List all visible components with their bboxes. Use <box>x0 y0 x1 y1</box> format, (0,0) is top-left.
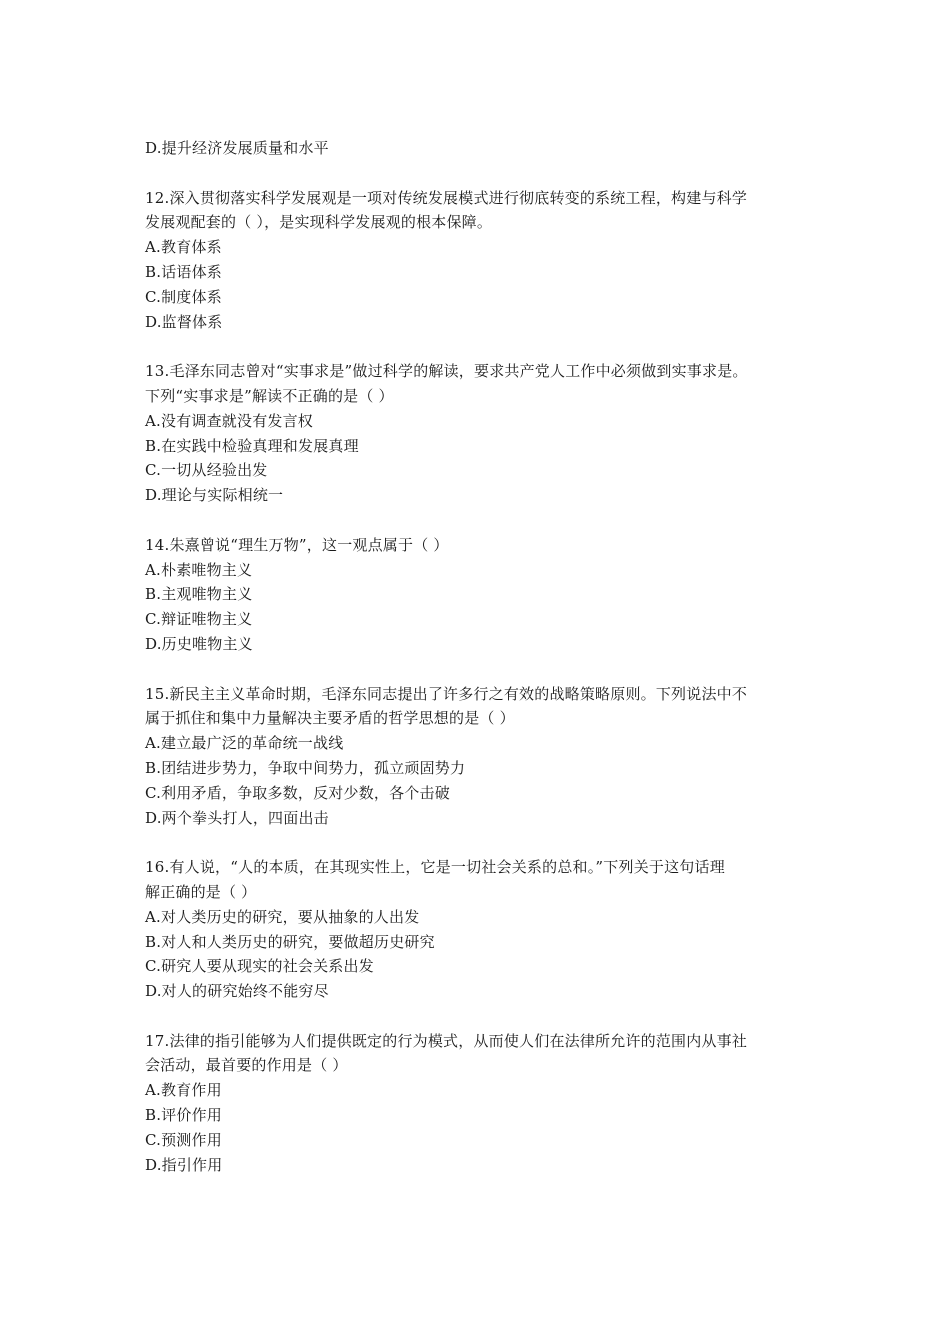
answer-option: D.监督体系 <box>145 312 223 331</box>
question-stem-line: 发展观配套的（ ），是实现科学发展观的根本保障。 <box>145 213 493 232</box>
answer-option: C.研究人要从现实的社会关系出发 <box>145 957 374 976</box>
answer-option: A.没有调查就没有发言权 <box>145 411 314 430</box>
question-block <box>145 359 815 508</box>
question-block <box>145 1029 815 1178</box>
question-stem-line: 15.新民主主义革命时期，毛泽东同志提出了许多行之有效的战略策略原则。下列说法中不 <box>145 684 748 703</box>
question-stem-line: 下列“实事求是”解读不正确的是（ ） <box>145 386 394 405</box>
question-block <box>145 855 815 1004</box>
answer-option: C.利用矛盾，争取多数，反对少数，各个击破 <box>145 783 450 802</box>
question-stem-line: 12.深入贯彻落实科学发展观是一项对传统发展模式进行彻底转变的系统工程，构建与科学 <box>145 188 748 207</box>
question-block <box>145 186 815 335</box>
answer-option: A.教育作用 <box>145 1081 222 1100</box>
answer-option: A.教育体系 <box>145 238 222 257</box>
answer-option: C.预测作用 <box>145 1130 222 1149</box>
question-list <box>145 186 815 1178</box>
question-stem-line: 14.朱熹曾说“理生万物”，这一观点属于（ ） <box>145 535 449 554</box>
leading-option: D.提升经济发展质量和水平 <box>145 139 329 157</box>
answer-option: C.一切从经验出发 <box>145 461 268 480</box>
question-stem-line: 17.法律的指引能够为人们提供既定的行为模式，从而使人们在法律所允许的范围内从事社 <box>145 1031 748 1050</box>
answer-option: A.朴素唯物主义 <box>145 560 253 579</box>
question-stem-line: 属于抓住和集中力量解决主要矛盾的哲学思想的是（ ） <box>145 709 515 728</box>
answer-option: B.话语体系 <box>145 262 222 281</box>
answer-option: B.对人和人类历史的研究，要做超历史研究 <box>145 932 435 951</box>
question-stem-line: 16.有人说，“人的本质，在其现实性上，它是一切社会关系的总和。”下列关于这句话理 <box>145 858 725 877</box>
answer-option: C.辩证唯物主义 <box>145 610 253 629</box>
answer-option: D.历史唯物主义 <box>145 634 253 653</box>
answer-option: B.团结进步势力，争取中间势力，孤立顽固势力 <box>145 758 466 777</box>
question-stem-line: 解正确的是（ ） <box>145 882 257 901</box>
answer-option: D.对人的研究始终不能穷尽 <box>145 982 329 1001</box>
answer-option: B.评价作用 <box>145 1106 222 1125</box>
answer-option: A.对人类历史的研究，要从抽象的人出发 <box>145 907 420 926</box>
question-block <box>145 682 815 831</box>
document-page <box>145 136 815 1177</box>
question-stem-line: 13.毛泽东同志曾对“实事求是”做过科学的解读，要求共产党人工作中必须做到实事求是。 <box>145 362 748 381</box>
answer-option: C.制度体系 <box>145 287 222 306</box>
answer-option: A.建立最广泛的革命统一战线 <box>145 734 344 753</box>
answer-option: B.主观唯物主义 <box>145 585 253 604</box>
answer-option: D.两个拳头打人，四面出击 <box>145 808 329 827</box>
answer-option: D.理论与实际相统一 <box>145 486 284 505</box>
answer-option: D.指引作用 <box>145 1155 223 1174</box>
question-block <box>145 533 815 657</box>
answer-option: B.在实践中检验真理和发展真理 <box>145 436 359 455</box>
question-stem-line: 会活动，最首要的作用是（ ） <box>145 1056 348 1075</box>
